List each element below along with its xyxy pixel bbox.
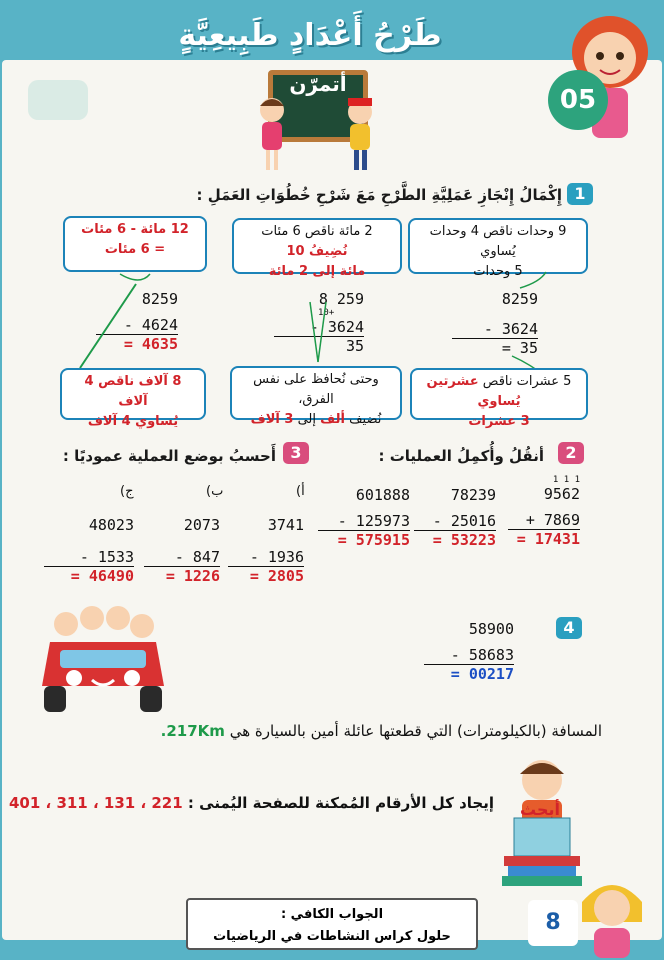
section-4-op: 58900 - 58683 = 00217 [424,620,514,683]
section-2-op-2: 78239 - 25016 = 53223 [414,486,496,549]
footer-credit: الجواب الكافي : حلول كراس النشاطات في الرياضيات [186,898,478,950]
note-right-top: 9 وحدات ناقص 4 وحدات يُساوي 5 وحدات [408,218,588,274]
section-3-badge: 3 [283,442,309,464]
page-number: 8 [528,900,578,946]
page-title: طَرْحُ أَعْدَادٍ طَبِيعِيَّةٍ [178,18,442,53]
section-2-title: أنقُلُ وأُكمِلُ العمليات : [378,447,544,465]
label-a: أ) [296,484,305,499]
section-1-badge: 1 [567,183,593,205]
calc-right: 8259 - 3624 = 35 [452,290,538,357]
note-mid-bottom: وحتى نُحافظ على نفس الفرق، نُضيف ألف إلى 3 آلاف [230,366,402,420]
section-1-title: إِكْمَالُ إِنْجَازِ عَمَلِيَّةِ الطَّرْحِ مَعَ شَرْحِ خُطُوَاتِ العَمَلِ : [196,186,562,204]
note-left-top: 12 مائة - 6 مئات = 6 مئات [63,216,207,272]
label-c: ج) [120,484,134,499]
section-2-op-3: 601888 - 125973 = 575915 [318,486,410,549]
distance-sentence: المسافة (بالكيلومترات) التي قطعتها عائلة أمين بالسيارة هي 217Km. [160,722,602,740]
search-sentence: إيجاد كل الأرقام المُمكنة للصفحة اليُمنى : 221 ، 131 ، 311 ، 401 [8,794,494,812]
family-car-illustration [36,600,170,718]
section-2-op-1: 1 1 1 9562 + 7869 = 17431 [508,475,580,548]
section-4-badge: 4 [556,617,582,639]
calc-mid: 8 259 10+ - 3624 35 [274,290,364,355]
section-2-badge: 2 [558,442,584,464]
section-3-op-a: 3741 - 1936 = 2805 [228,516,304,585]
note-left-bottom: 8 آلاف ناقص 4 آلاف يُساوي 4 آلاف [60,368,206,420]
note-mid-top: 2 مائة ناقص 6 مئات نُضِيفُ 10 مائة إلى 2 مائة [232,218,402,274]
calc-left: 8259 - 4624 = 4635 [96,290,178,353]
section-3-op-c: 48023 - 1533 = 46490 [44,516,134,585]
note-right-bottom: 5 عشرات ناقص عشرتين يُساوي 3 عشرات [410,368,588,420]
girl-footer-illustration [574,872,650,958]
search-label: أبحث [520,800,560,819]
activity-number-badge: 05 [548,70,608,130]
section-3-op-b: 2073 - 847 = 1226 [144,516,220,585]
label-b: ب) [206,484,224,499]
board-label: أتمرّن [289,72,347,96]
section-3-title: أَحسبُ بوضع العملية عموديًا : [62,447,276,465]
